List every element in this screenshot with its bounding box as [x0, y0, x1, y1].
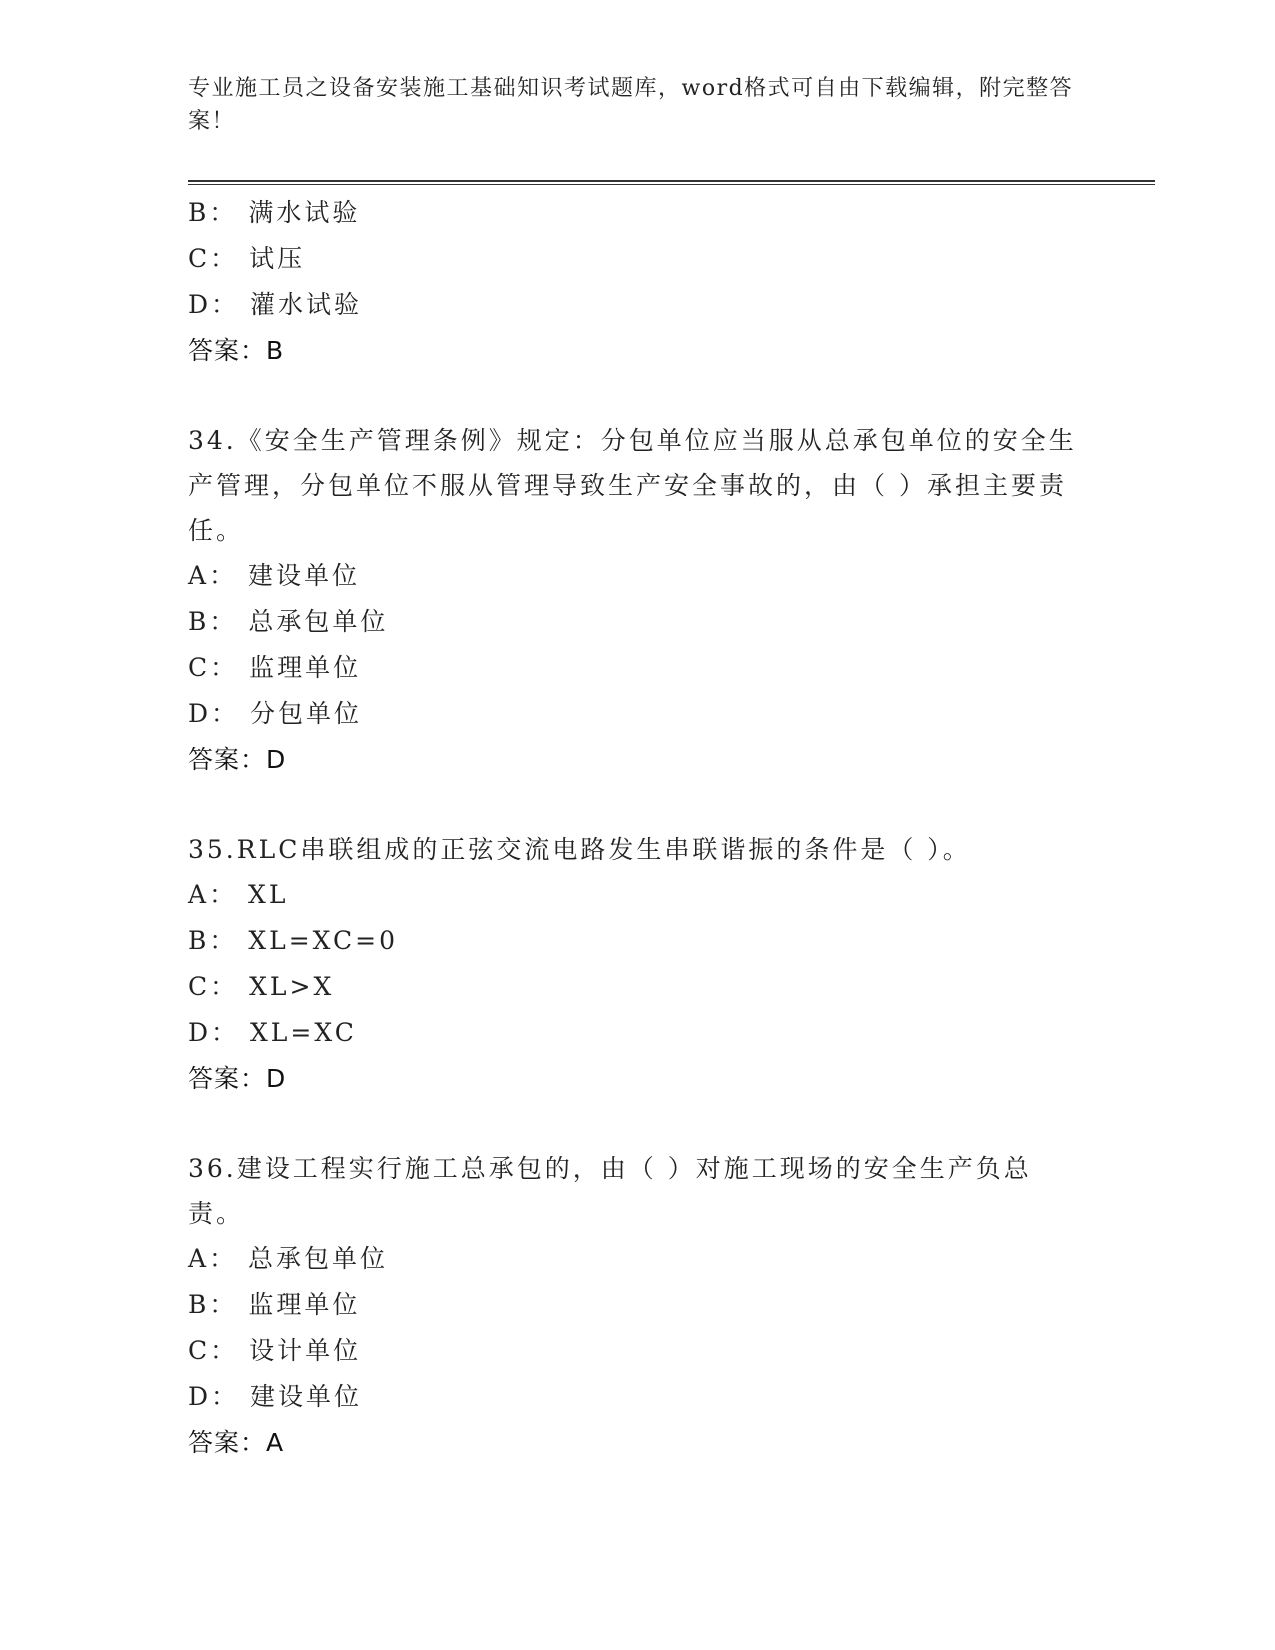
option-d: D： 分包单位: [188, 699, 363, 728]
option-d: D： XL=XC: [188, 1018, 357, 1047]
question-stem: 34.《安全生产管理条例》规定：分包单位应当服从总承包单位的安全生产管理，分包单位不服从管理导致生产安全事故的，由（ ）承担主要责任。: [188, 426, 1077, 545]
question-stem: 35.RLC串联组成的正弦交流电路发生串联谐振的条件是（ ）。: [188, 835, 971, 864]
option-b: B： 总承包单位: [188, 607, 389, 636]
question-number: 35.: [188, 835, 237, 864]
option-c: C： 监理单位: [188, 653, 362, 682]
question-number: 34.: [188, 426, 237, 455]
header-divider-thin: [188, 184, 1155, 185]
header-text: 专业施工员之设备安装施工基础知识考试题库，word格式可自由下载编辑，附完整答案！: [188, 76, 1074, 134]
option-d: D： 建设单位: [188, 1382, 363, 1411]
answer-value: D: [266, 745, 287, 774]
answer-line: 答案：D: [188, 1064, 287, 1093]
option-d: D： 灌水试验: [188, 290, 363, 319]
option-c: C： XL>X: [188, 972, 335, 1001]
header-divider-thick: [188, 180, 1155, 182]
question-35: [188, 827, 1088, 1102]
answer-line: 答案：B: [188, 336, 285, 365]
option-b: B： 满水试验: [188, 198, 361, 227]
question-33-partial: [188, 190, 1088, 374]
question-36: [188, 1146, 1088, 1466]
answer-line: 答案：D: [188, 745, 287, 774]
option-c: C： 设计单位: [188, 1336, 362, 1365]
option-a: A： XL: [188, 880, 289, 909]
option-c: C： 试压: [188, 244, 306, 273]
option-b: B： 监理单位: [188, 1290, 361, 1319]
exam-content: [188, 190, 1088, 1466]
option-b: B： XL=XC=0: [188, 926, 399, 955]
page-header: [188, 72, 1078, 138]
option-a: A： 建设单位: [188, 561, 361, 590]
question-34: [188, 418, 1088, 783]
answer-value: A: [266, 1428, 285, 1457]
question-stem: 36.建设工程实行施工总承包的，由（ ）对施工现场的安全生产负总责。: [188, 1154, 1032, 1228]
question-number: 36.: [188, 1154, 237, 1183]
answer-line: 答案：A: [188, 1428, 285, 1457]
option-a: A： 总承包单位: [188, 1244, 389, 1273]
answer-value: D: [266, 1064, 287, 1093]
answer-value: B: [266, 336, 285, 365]
